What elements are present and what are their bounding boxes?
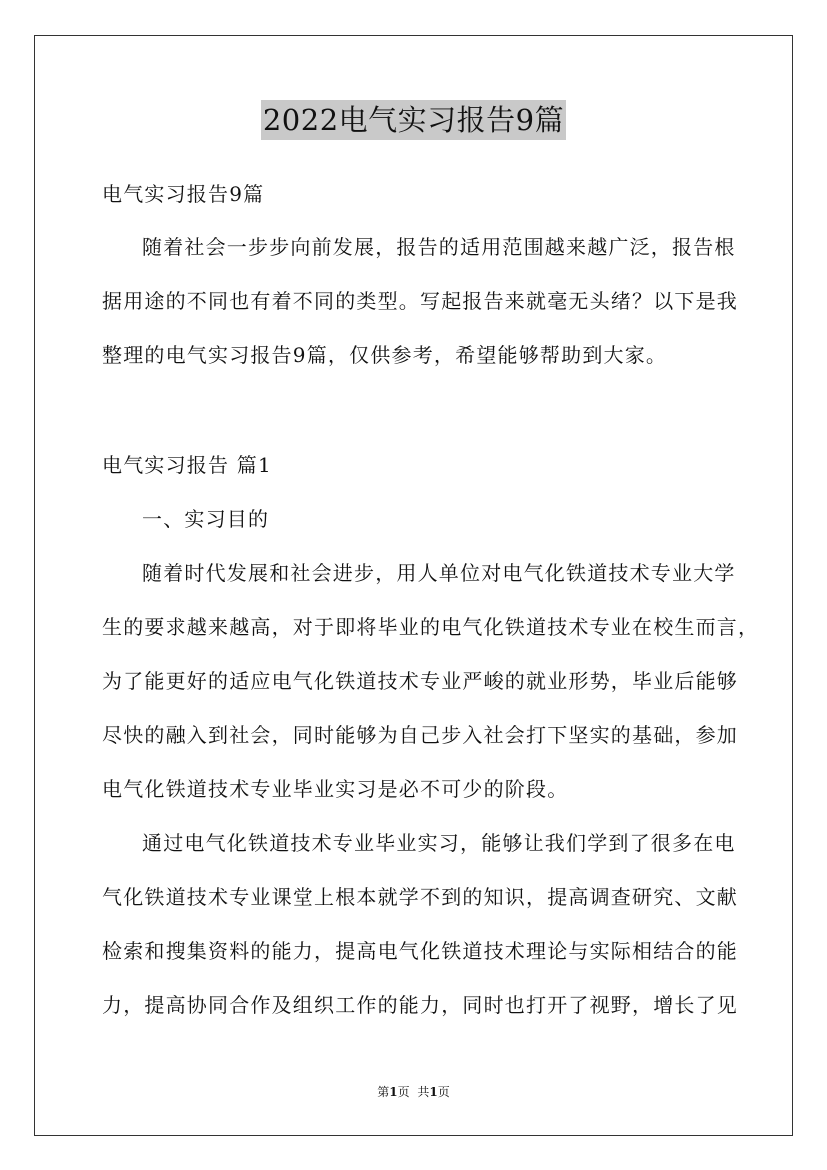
page-number-label: 第1页 [377, 1085, 410, 1099]
total-pages-label: 共1页 [417, 1085, 450, 1099]
page-footer [0, 1083, 827, 1101]
paragraph1-line-5: 电气化铁道技术专业毕业实习是必不可少的阶段。 [102, 777, 569, 801]
section-heading: 电气实习报告 篇1 [102, 453, 272, 477]
intro-line-3: 整理的电气实习报告9篇，仅供参考，希望能够帮助到大家。 [102, 343, 668, 367]
paragraph1-line-3: 为了能更好的适应电气化铁道技术专业严峻的就业形势，毕业后能够 [102, 669, 738, 693]
paragraph1-line-4: 尽快的融入到社会，同时能够为自己步入社会打下坚实的基础，参加 [102, 723, 738, 747]
paragraph2-line-2: 气化铁道技术专业课堂上根本就学不到的知识，提高调查研究、文献 [102, 885, 738, 909]
intro-line-1: 随着社会一步步向前发展，报告的适用范围越来越广泛，报告根 [142, 235, 736, 259]
paragraph2-line-4: 力，提高协同合作及组织工作的能力，同时也打开了视野，增长了见 [102, 993, 738, 1017]
document-subtitle: 电气实习报告9篇 [102, 182, 265, 206]
sub-heading: 一、实习目的 [142, 507, 270, 531]
intro-line-2: 据用途的不同也有着不同的类型。写起报告来就毫无头绪？以下是我 [102, 289, 738, 313]
paragraph2-line-3: 检索和搜集资料的能力，提高电气化铁道技术理论与实际相结合的能 [102, 939, 738, 963]
paragraph2-line-1: 通过电气化铁道技术专业毕业实习，能够让我们学到了很多在电 [142, 831, 736, 855]
paragraph1-line-2: 生的要求越来越高，对于即将毕业的电气化铁道技术专业在校生而言， [102, 615, 760, 639]
title-container [0, 100, 827, 140]
document-title: 2022电气实习报告9篇 [261, 100, 566, 140]
paragraph1-line-1: 随着时代发展和社会进步，用人单位对电气化铁道技术专业大学 [142, 561, 736, 585]
